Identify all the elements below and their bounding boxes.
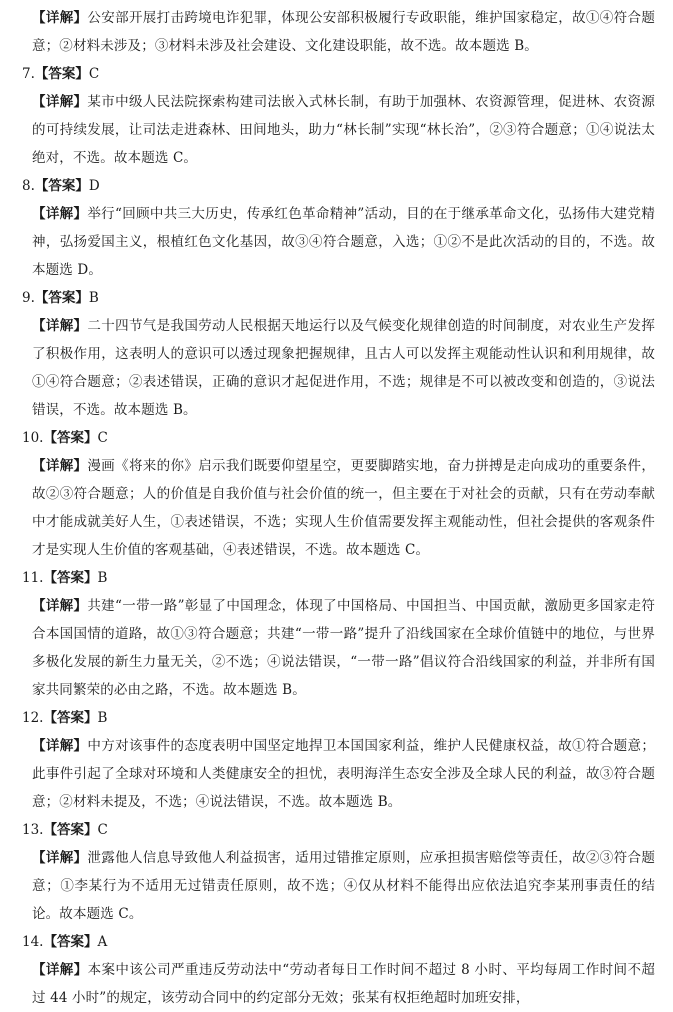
answer-letter: B	[97, 710, 108, 726]
answer-letter: C	[97, 822, 108, 838]
question-number: 9.	[22, 290, 35, 306]
detail-text: 泄露他人信息导致他人利益损害，适用过错推定原则，应承担损害赔偿等责任，故②③符合题意；①李某行为不适用无过错责任原则，故不选；④仅从材料不能得出应依法追究李某刑事责任的结论。故本题选 C。	[32, 850, 655, 922]
question-number: 11.	[22, 570, 44, 586]
answer-item-13	[22, 816, 655, 928]
answer-line	[22, 172, 655, 200]
answer-letter: D	[88, 178, 100, 194]
answer-letter: B	[88, 290, 99, 306]
answer-letter: C	[97, 430, 108, 446]
answer-letter: C	[88, 66, 100, 82]
answer-item-9	[22, 284, 655, 424]
answer-line	[22, 424, 655, 452]
answer-detail	[26, 844, 655, 928]
question-number: 14.	[22, 934, 44, 950]
detail-tag: 【详解】	[32, 598, 88, 614]
answer-item-11	[22, 564, 655, 704]
detail-tag: 【详解】	[32, 10, 88, 26]
detail-text: 某市中级人民法院探索构建司法嵌入式林长制，有助于加强林、农资源管理，促进林、农资源的可持续发展，让司法走进森林、田间地头，助力“林长制”实现“林长治”，②③符合题意；①④说法太绝对，不选。故本题选 C。	[32, 94, 655, 166]
question-number: 12.	[22, 710, 44, 726]
answer-item-7	[22, 60, 655, 172]
detail-tag: 【详解】	[32, 850, 88, 866]
detail-tag: 【详解】	[32, 738, 88, 754]
answer-item-8	[22, 172, 655, 284]
detail-text: 公安部开展打击跨境电诈犯罪，体现公安部积极履行专政职能，维护国家稳定，故①④符合题意；②材料未涉及；③材料未涉及社会建设、文化建设职能，故不选。故本题选 B。	[32, 10, 655, 54]
question-number: 7.	[22, 66, 35, 82]
detail-text: 二十四节气是我国劳动人民根据天地运行以及气候变化规律创造的时间制度，对农业生产发挥了积极作用，这表明人的意识可以透过现象把握规律，且古人可以发挥主观能动性认识和利用规律，故①④符合题意；②表述错误，正确的意识才起促进作用，不选；规律是不可以被改变和创造的，③说法错误，不选。故本题选 B。	[32, 318, 655, 418]
answer-line	[22, 928, 655, 956]
answer-tag: 【答案】	[43, 570, 98, 586]
detail-text: 举行“回顾中共三大历史，传承红色革命精神”活动，目的在于继承革命文化，弘扬伟大建党精神，弘扬爱国主义，根植红色文化基因，故③④符合题意，入选；①②不是此次活动的目的，不选。故本题选 D。	[32, 206, 655, 278]
answer-item-10	[22, 424, 655, 564]
answer-line	[22, 284, 655, 312]
answer-line	[22, 564, 655, 592]
answer-tag: 【答案】	[34, 66, 89, 82]
answer-detail	[26, 88, 655, 172]
answer-detail	[26, 312, 655, 424]
answer-tag: 【答案】	[34, 178, 89, 194]
answer-item-6	[26, 4, 655, 60]
detail-text: 中方对该事件的态度表明中国坚定地捍卫本国国家利益，维护人民健康权益，故①符合题意；此事件引起了全球对环境和人类健康安全的担忧，表明海洋生态安全涉及全球人民的利益，故③符合题意；②材料未提及，不选；④说法错误，不选。故本题选 B。	[32, 738, 655, 810]
answer-detail	[26, 592, 655, 704]
question-number: 10.	[22, 430, 44, 446]
question-number: 8.	[22, 178, 35, 194]
answer-detail	[26, 956, 655, 1012]
answer-letter: B	[97, 570, 108, 586]
answer-tag: 【答案】	[43, 822, 98, 838]
detail-tag: 【详解】	[32, 458, 88, 474]
detail-tag: 【详解】	[32, 206, 88, 222]
answer-item-14	[22, 928, 655, 1012]
answer-tag: 【答案】	[43, 430, 98, 446]
detail-tag: 【详解】	[32, 318, 88, 334]
answer-detail	[26, 200, 655, 284]
answer-item-12	[22, 704, 655, 816]
answer-letter: A	[97, 934, 108, 950]
detail-tag: 【详解】	[32, 962, 88, 978]
answer-detail	[26, 452, 655, 564]
detail-tag: 【详解】	[32, 94, 88, 110]
detail-text: 漫画《将来的你》启示我们既要仰望星空，更要脚踏实地，奋力拼搏是走向成功的重要条件，故②③符合题意；人的价值是自我价值与社会价值的统一，但主要在于对社会的贡献，只有在劳动奉献中才能成就美好人生，①表述错误，不选；实现人生价值需要发挥主观能动性，但社会提供的客观条件才是实现人生价值的客观基础，④表述错误，不选。故本题选 C。	[32, 458, 655, 558]
detail-text: 共建“一带一路”彰显了中国理念，体现了中国格局、中国担当、中国贡献，激励更多国家走符合本国国情的道路，故①③符合题意；共建“一带一路”提升了沿线国家在全球价值链中的地位，与世界多极化发展的新生力量无关，②不选；④说法错误，“一带一路”倡议符合沿线国家的利益，并非所有国家共同繁荣的必由之路，不选。故本题选 B。	[32, 598, 655, 698]
answer-tag: 【答案】	[34, 290, 89, 306]
detail-text: 本案中该公司严重违反劳动法中“劳动者每日工作时间不超过 8 小时、平均每周工作时间不超过 44 小时”的规定，该劳动合同中的约定部分无效；张某有权拒绝超时加班安排，	[32, 962, 655, 1006]
answer-tag: 【答案】	[43, 934, 98, 950]
answer-tag: 【答案】	[43, 710, 98, 726]
answer-line	[22, 704, 655, 732]
answer-detail	[26, 732, 655, 816]
answer-line	[22, 60, 655, 88]
answer-line	[22, 816, 655, 844]
question-number: 13.	[22, 822, 44, 838]
answer-detail	[26, 4, 655, 60]
